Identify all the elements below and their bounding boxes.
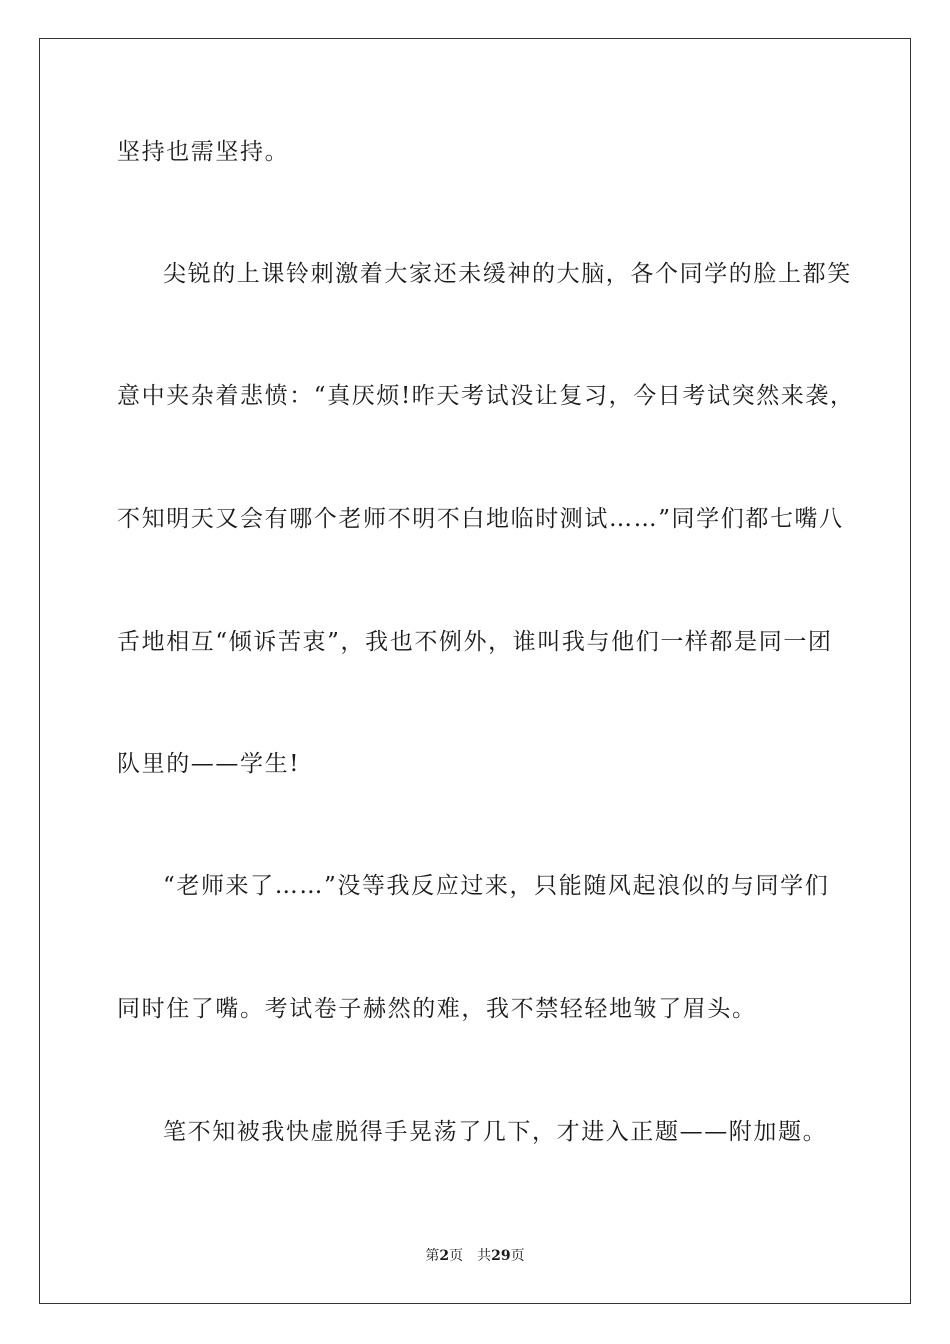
total-suffix: 页 (510, 1248, 525, 1264)
text-line-8: 同时住了嘴。考试卷子赫然的难，我不禁轻轻地皱了眉头。 (117, 996, 757, 1022)
text-line-9: 笔不知被我快虚脱得手晃荡了几下，才进入正题——附加题。 (163, 1119, 828, 1145)
page-border (39, 38, 911, 1304)
total-pages: 29 (491, 1248, 511, 1264)
text-line-4: 不知明天又会有哪个老师不明不白地临时测试……”同学们都七嘴八 (117, 506, 844, 532)
total-prefix: 共 (477, 1248, 492, 1264)
page-suffix: 页 (449, 1248, 464, 1264)
page-footer (0, 1247, 950, 1265)
text-line-1: 坚持也需坚持。 (117, 139, 290, 165)
text-line-2: 尖锐的上课铃刺激着大家还未缓神的大脑，各个同学的脸上都笑 (163, 261, 852, 287)
page-prefix: 第 (425, 1248, 440, 1264)
text-line-6: 队里的——学生! (117, 751, 301, 777)
text-line-3: 意中夹杂着悲愤：“真厌烦!昨天考试没让复习，今日考试突然来袭， (117, 383, 855, 409)
text-line-7: “老师来了……”没等我反应过来，只能随风起浪似的与同学们 (163, 873, 830, 899)
page-number: 2 (439, 1248, 450, 1264)
text-line-5: 舌地相互“倾诉苦衷”，我也不例外，谁叫我与他们一样都是同一团 (117, 629, 833, 655)
